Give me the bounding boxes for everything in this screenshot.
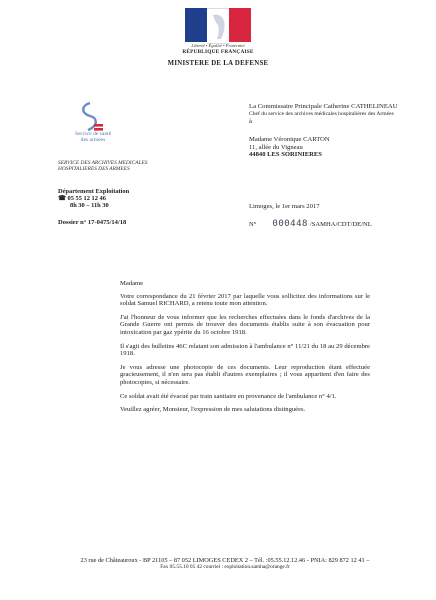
footer-line2: Fax 05.55.10 05 42 courriel : exploitation.samha@orange.fr: [160, 564, 290, 571]
archives-line1: SERVICE DES ARCHIVES MEDICALES: [58, 160, 148, 166]
archives-line2: HOSPITALIERES DES ARMEES: [58, 166, 130, 173]
marianne-profile-icon: [207, 9, 229, 43]
letter-date: Limoges, le 1er mars 2017: [249, 203, 320, 210]
sender-block: [249, 103, 398, 126]
ministry-title: MINISTERE DE LA DEFENSE: [167, 60, 269, 67]
service-name: [58, 131, 128, 144]
reference-line: [249, 219, 372, 229]
department-phone: ☎ 05 55 12 12 46: [58, 195, 106, 203]
sender-name: La Commissaire Principale Catherine CATHELINEAU: [249, 103, 398, 110]
paragraph-1: Votre correspondance du 21 février 2017 par laquelle vous sollicitez des informations sur le soldat Samuel RICHARD, a retenu toute mon attention.: [120, 292, 370, 308]
salutation: Madame: [120, 280, 144, 287]
archives-service: [58, 160, 147, 172]
ref-number: 000448: [272, 219, 308, 229]
to-word: à: [249, 118, 252, 126]
republic-name: RÉPUBLIQUE FRANÇAISE: [182, 49, 254, 55]
marianne-logo: [185, 8, 251, 42]
department-title: Département Exploitation: [58, 188, 130, 195]
department-block: [58, 188, 129, 210]
flag-white-band: [207, 8, 229, 44]
closing: Veuillez agréer, Monsieur, l'expression de mes salutations distinguées.: [120, 406, 306, 414]
paragraph-5: Ce soldat avait été évacué par train sanitaire en provenance de l'ambulance n° 4/1.: [120, 392, 337, 400]
footer-line1: 23 rue de Châteauroux - BP 21105 – 87 052 LIMOGES CEDEX 2 – Tél. :05.55.12.12.46 - PNIA: 829 872 12 41 –: [80, 557, 370, 564]
service-name-line1: Service de santé: [74, 131, 112, 137]
recipient-city: 44840 LES SORINIERES: [249, 151, 322, 159]
department-hours: 8h 30 – 11h 30: [70, 202, 109, 210]
recipient-street: 11, allée du Vigneau: [249, 143, 303, 151]
footer: [60, 557, 390, 572]
flag-red-band: [229, 8, 251, 42]
dossier-number: Dossier n° 17-0475/14/18: [58, 219, 127, 226]
paragraph-2: J'ai l'honneur de vous informer que les recherches effectuées dans le fonds d'archives de la Grande Guerre ont permis de trouver des documents établis suite à son évacuation pour intoxication par gaz ypérite du 16 octobre 1918.: [120, 313, 370, 336]
ref-label: N°: [249, 221, 257, 228]
paragraph-4: Je vous adresse une photocopie de ces documents. Leur reproduction étant effectuée gracieusement, il n'en sera pas établi d'autres exemplaires ; il vous appartient d'en faire des photocopies, si nécessaire.: [120, 363, 370, 386]
letter-body: [120, 280, 370, 420]
recipient-address: [249, 136, 330, 159]
sender-role: Chef du service des archives médicales hospitalières des Armées: [249, 110, 394, 117]
ref-suffix: /SAMHA/CDT/DE/NL: [309, 221, 372, 228]
service-name-line2: des armées: [80, 137, 106, 144]
republic-motto: Liberté • Égalité • Fraternité: [191, 43, 245, 48]
flag-blue-band: [185, 8, 207, 42]
recipient-name: Madame Véronique CARTON: [249, 136, 330, 143]
paragraph-3: Il s'agit des bulletins 46C relatant son admission à l'ambulance n° 11/21 du 18 au 29 décembre 1918.: [120, 342, 370, 358]
